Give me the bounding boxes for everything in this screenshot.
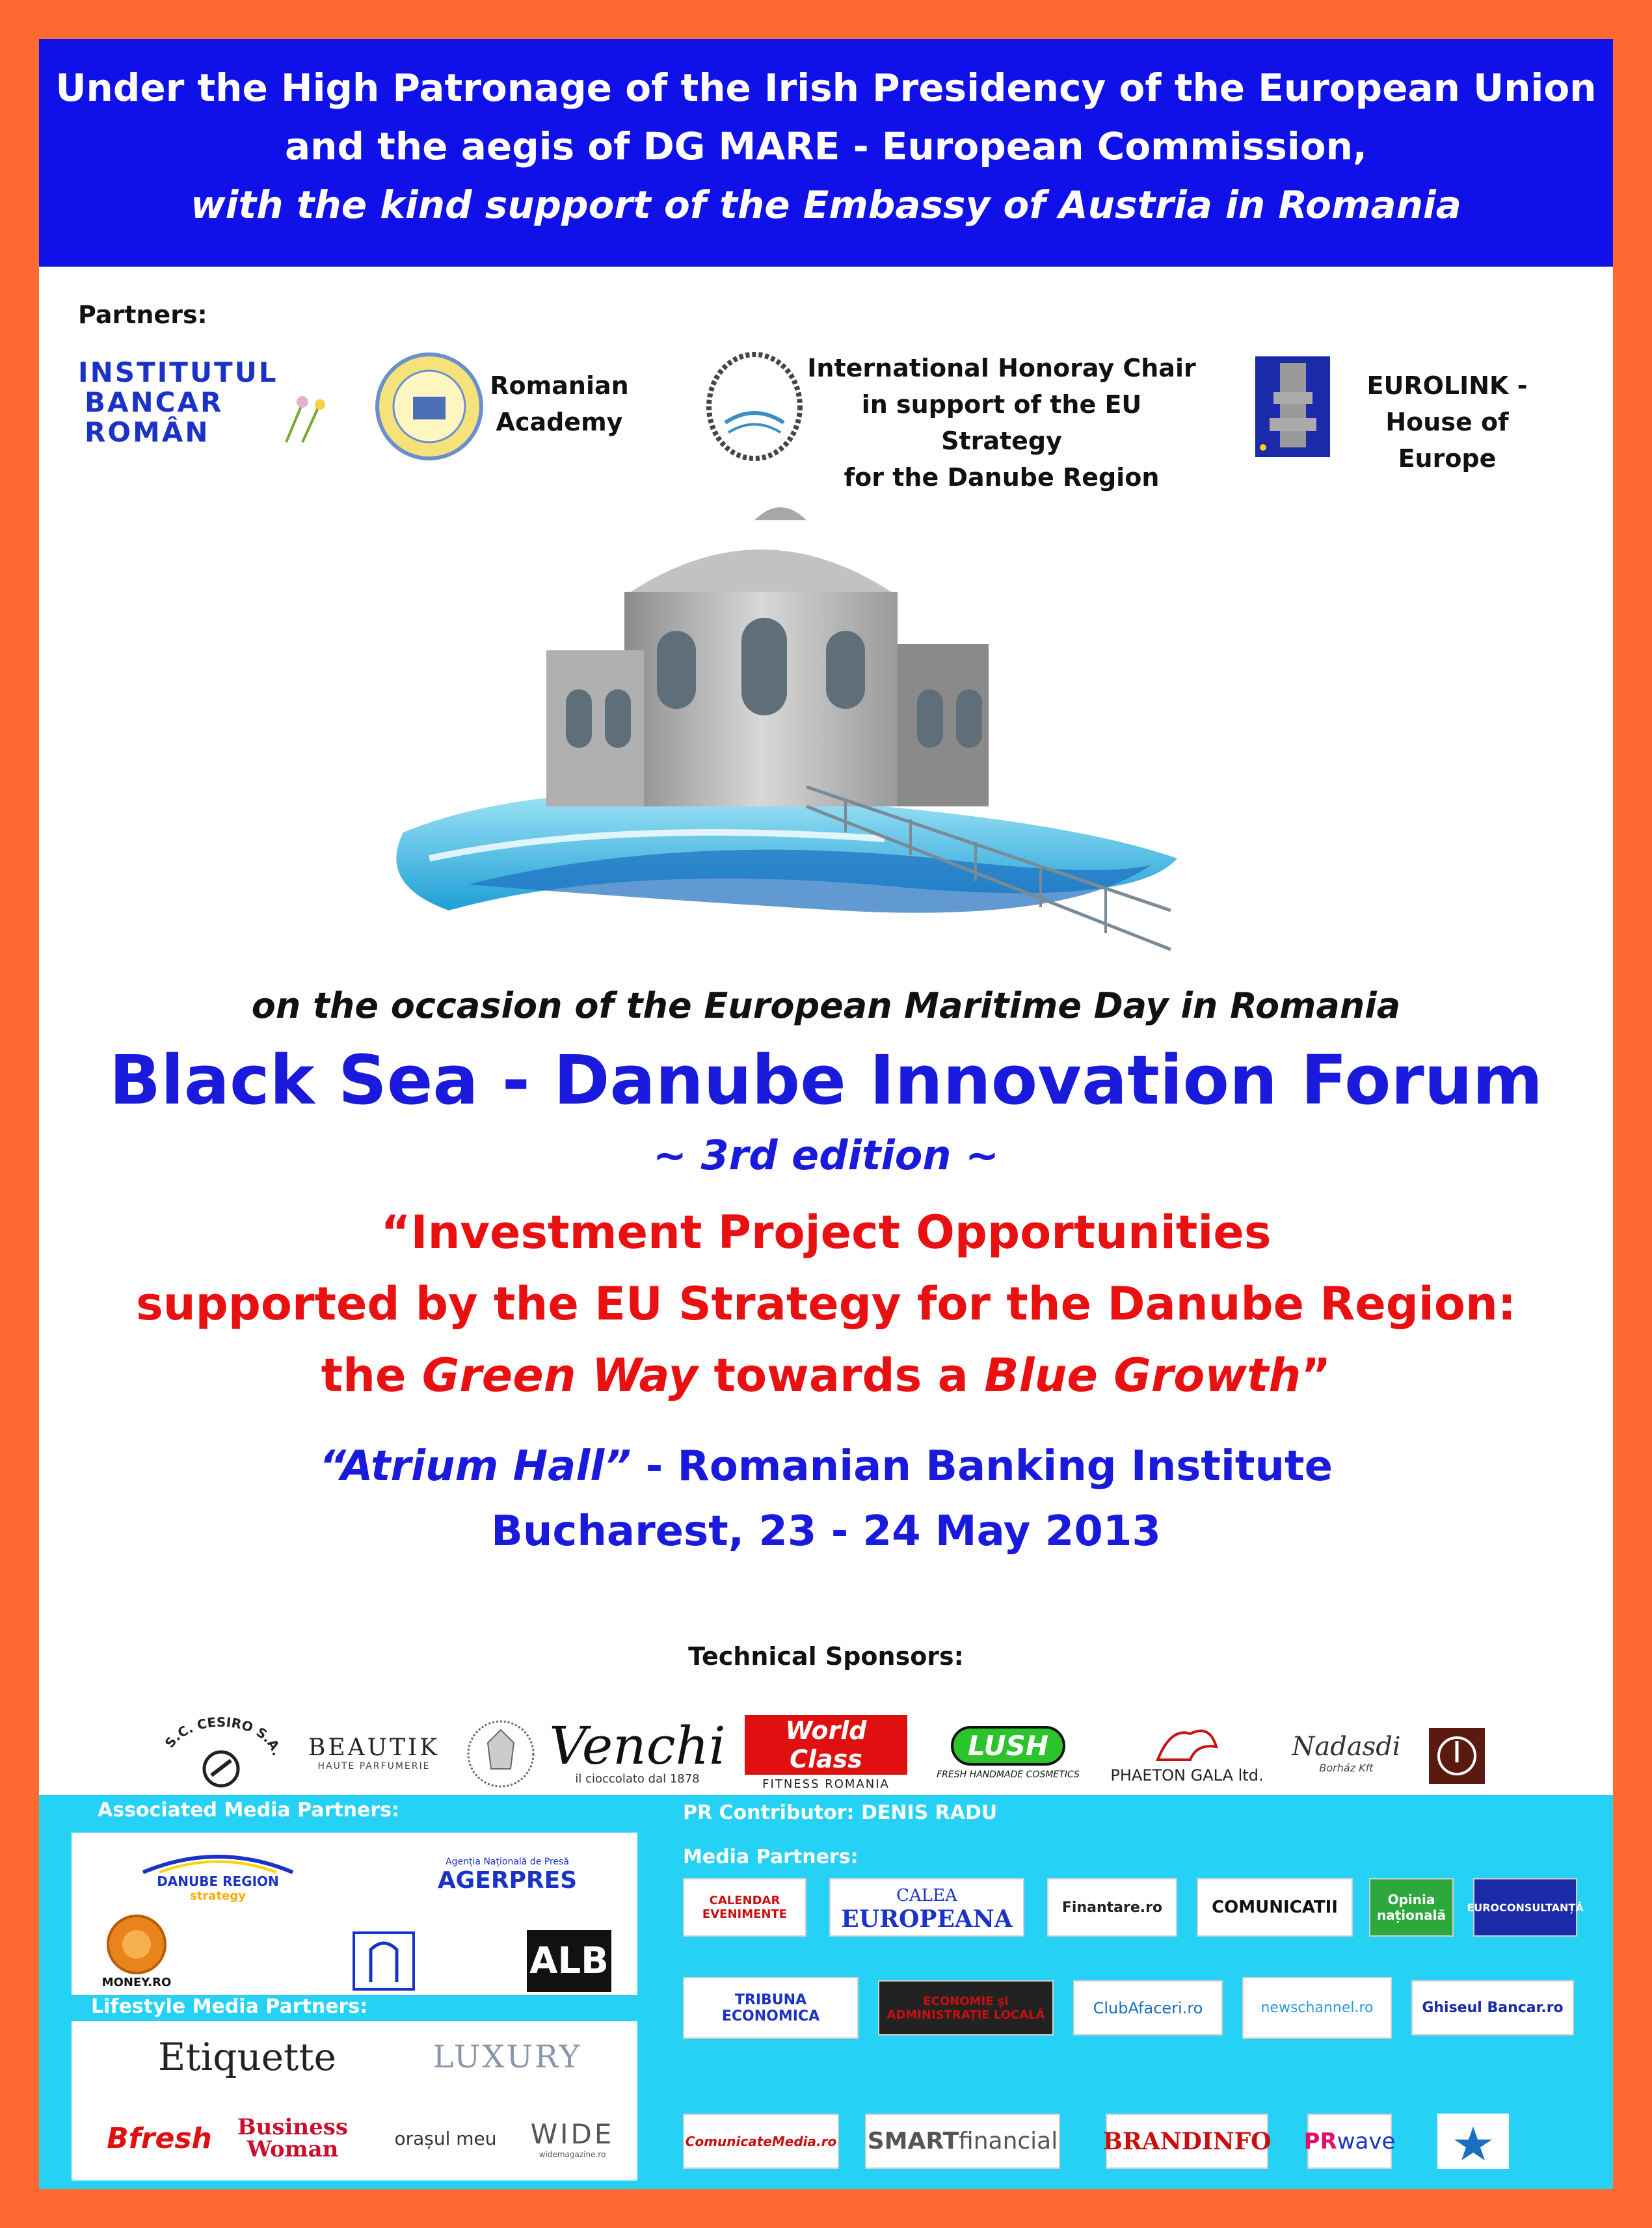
comunicate-media-logo: ComunicateMedia.ro bbox=[683, 2114, 839, 2169]
theme-line-1: “Investment Project Opportunities bbox=[380, 1206, 1272, 1259]
beautik-logo: BEAUTIK HAUTE PARFUMERIE bbox=[308, 1734, 440, 1771]
forum-theme bbox=[39, 1197, 1613, 1411]
theme-line-2: supported by the EU Strategy for the Danube Region: bbox=[136, 1277, 1516, 1331]
clubafaceri-logo: ClubAfaceri.ro bbox=[1073, 1980, 1223, 2036]
etiquette-logo: Etiquette bbox=[158, 2035, 336, 2079]
coin-icon bbox=[106, 1914, 168, 1976]
calendar-evenimente-logo: CALENDAR EVENIMENTE bbox=[683, 1878, 806, 1937]
nadasdi-logo: Nadasdi Borház Kft bbox=[1292, 1731, 1401, 1774]
media-partners-label: Media Partners: bbox=[683, 1846, 859, 1868]
phaeton-gala-logo: PHAETON GALA ltd. bbox=[1106, 1704, 1268, 1801]
smart-financial-logo: SMART financial bbox=[865, 2114, 1060, 2169]
orasul-meu-logo: orașul meu bbox=[394, 2127, 497, 2149]
venue-line: “Atrium Hall” - Romanian Banking Institute bbox=[319, 1442, 1333, 1491]
tv-channel-logo-icon bbox=[351, 1930, 416, 1992]
venchi-logo: Venchi il cioccolato dal 1878 bbox=[549, 1715, 726, 1786]
eurolink-label: EUROLINK - House of Europe bbox=[1366, 371, 1528, 473]
poster bbox=[39, 39, 1613, 2189]
money-ro-logo: MONEY.RO bbox=[91, 1911, 182, 1992]
star-partner-logo-icon bbox=[1437, 2114, 1509, 2169]
ibr-logo-line-2: BANCAR bbox=[85, 386, 224, 418]
ghiseul-bancar-logo: Ghiseul Bancar.ro bbox=[1411, 1980, 1574, 2036]
edition-label: ~ 3rd edition ~ bbox=[652, 1132, 1000, 1179]
royal-crest-icon bbox=[465, 1714, 537, 1795]
comunicatii-mobile-logo: COMUNICATII bbox=[1197, 1878, 1353, 1937]
flower-icon bbox=[273, 390, 332, 449]
venue-block bbox=[39, 1434, 1613, 1564]
event-occasion: on the occasion of the European Maritime Day in Romania bbox=[251, 985, 1401, 1026]
patronage-banner bbox=[39, 39, 1613, 267]
bridge-arc-icon bbox=[140, 1848, 296, 1874]
economie-administratie-logo: ECONOMIE și ADMINISTRAȚIE LOCALĂ bbox=[878, 1980, 1054, 2036]
lush-logo: LUSH FRESH HANDMADE COSMETICS bbox=[924, 1704, 1093, 1801]
opinia-nationala-logo: Opinia națională bbox=[1369, 1878, 1454, 1937]
theme-line-3: the Green Way towards a Blue Growth” bbox=[321, 1349, 1331, 1402]
pr-contributor: PR Contributor: DENIS RADU bbox=[683, 1801, 998, 1824]
cesiro-logo bbox=[143, 1704, 299, 1801]
ibr-logo bbox=[78, 358, 332, 455]
event-date: Bucharest, 23 - 24 May 2013 bbox=[491, 1507, 1161, 1556]
calea-europeana-logo: CALEA EUROPEANA bbox=[829, 1878, 1024, 1937]
lifestyle-media-box bbox=[72, 2021, 637, 2181]
ziarul-alb-logo: ALB bbox=[527, 1930, 611, 1992]
patronage-line-1: Under the High Patronage of the Irish Presidency of the European Union bbox=[55, 66, 1597, 110]
ibr-logo-line-3: ROMÂN bbox=[85, 416, 210, 448]
prwave-logo: PR wave bbox=[1307, 2114, 1392, 2169]
technical-sponsors-label: Technical Sponsors: bbox=[688, 1642, 964, 1671]
agerpres-logo: Agenția Națională de Presă AGERPRES bbox=[437, 1856, 578, 1894]
ibr-logo-line-1: INSTITUTUL bbox=[78, 356, 278, 388]
associated-media-label: Associated Media Partners: bbox=[98, 1799, 400, 1822]
business-woman-logo: Business Woman bbox=[237, 2114, 349, 2162]
euroconsultanta-logo: EUROCONSULTANȚĂ bbox=[1473, 1878, 1577, 1937]
horse-icon bbox=[1151, 1721, 1223, 1766]
eurolink-logo-icon bbox=[1255, 356, 1330, 457]
media-partners-band bbox=[39, 1795, 1613, 2189]
patronage-line-3: with the kind support of the Embassy of Austria in Romania bbox=[191, 183, 1461, 227]
luxury-logo: LUXURY bbox=[433, 2039, 582, 2075]
bfresh-logo: Bfresh bbox=[107, 2121, 212, 2155]
brandinfo-logo: BRANDINFO bbox=[1106, 2114, 1268, 2169]
patronage-line-2: and the aegis of DG MARE - European Commission, bbox=[285, 124, 1367, 168]
honorary-chair-emblem-icon bbox=[696, 351, 813, 462]
wide-magazine-logo: WIDE widemagazine.ro bbox=[530, 2117, 615, 2159]
svg-text:S.C. CESIRO S.A.: S.C. CESIRO S.A. bbox=[161, 1714, 286, 1758]
romanian-academy-seal-icon bbox=[374, 351, 485, 462]
tribuna-economica-logo: TRIBUNA ECONOMICA bbox=[683, 1977, 859, 2039]
worldclass-logo: World Class FITNESS ROMANIA bbox=[745, 1704, 907, 1801]
finantare-logo: Finantare.ro bbox=[1047, 1878, 1177, 1937]
casino-building-illustration bbox=[351, 494, 1229, 969]
lifestyle-media-label: Lifestyle Media Partners: bbox=[91, 1995, 368, 2018]
forum-title: Black Sea - Danube Innovation Forum bbox=[109, 1041, 1543, 1120]
sponsor-emblem-icon bbox=[1428, 1727, 1486, 1785]
partners-label: Partners: bbox=[78, 300, 207, 329]
danube-region-logo: DANUBE REGION strategy bbox=[111, 1846, 325, 1904]
associated-media-box bbox=[72, 1833, 637, 1995]
romanian-academy-label: Romanian Academy bbox=[490, 371, 629, 436]
honorary-chair-label: International Honoray Chair in support of the EU Strategy for the Danube Region bbox=[807, 354, 1196, 492]
newschannel-logo: newschannel.ro bbox=[1242, 1977, 1392, 2039]
